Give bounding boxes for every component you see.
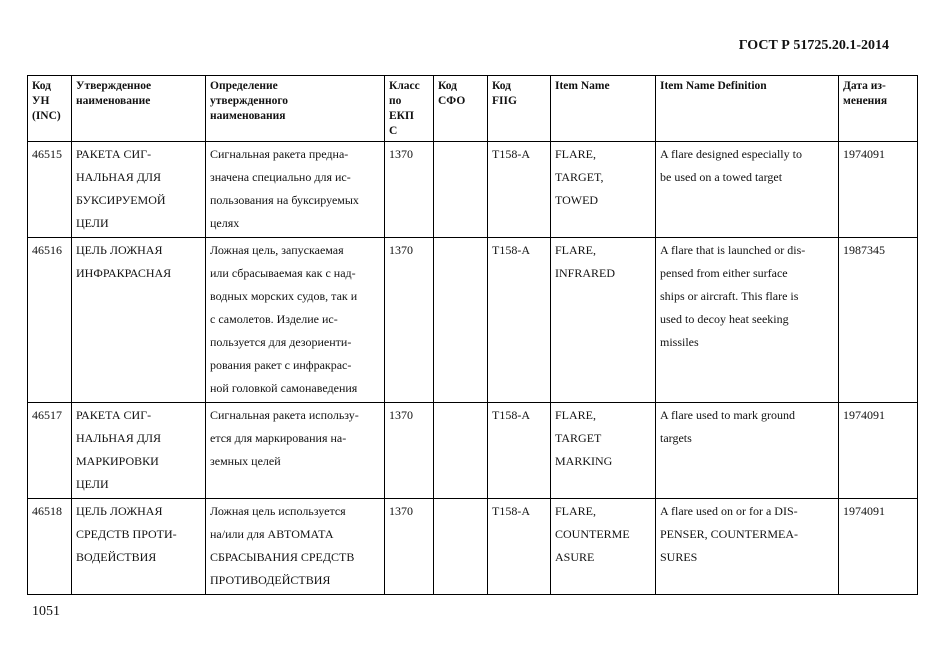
cell-change-date: 1974091 bbox=[839, 499, 918, 595]
header-label-line: Код bbox=[492, 80, 512, 92]
table-row bbox=[28, 238, 918, 403]
cell-text-line: A flare that is launched or dis- bbox=[660, 243, 806, 257]
cell-text-line: TOWED bbox=[555, 193, 599, 207]
cell-text-line: A flare designed especially to bbox=[660, 147, 802, 161]
cell-approved-name bbox=[72, 142, 206, 238]
cell-text-line: ASURE bbox=[555, 550, 595, 564]
header-row bbox=[28, 76, 918, 142]
header-label-line: Item Name bbox=[555, 80, 610, 92]
cell-fiig: T158-A bbox=[488, 142, 551, 238]
cell-change-date: 1974091 bbox=[839, 403, 918, 499]
cell-text-line: ships or aircraft. This flare is bbox=[660, 289, 799, 303]
cell-text-line: FLARE, bbox=[555, 408, 597, 422]
header-label-line: Код bbox=[438, 80, 458, 92]
table-body bbox=[28, 142, 918, 595]
cell-text-line: БУКСИРУЕМОЙ bbox=[76, 193, 166, 207]
cell-sfo bbox=[434, 499, 488, 595]
cell-text-line: ВОДЕЙСТВИЯ bbox=[76, 550, 157, 564]
cell-text-line: ется для маркирования на- bbox=[210, 431, 347, 445]
cell-text-line: пользуется для дезориенти- bbox=[210, 335, 352, 349]
cell-text-line: pensed from either surface bbox=[660, 266, 788, 280]
cell-text-line: СБРАСЫВАНИЯ СРЕДСТВ bbox=[210, 550, 355, 564]
cell-text-line: FLARE, bbox=[555, 147, 597, 161]
cell-text-line: PENSER, COUNTERMEA- bbox=[660, 527, 799, 541]
header-label-line: утвержденного bbox=[210, 95, 289, 107]
cell-text-line: FLARE, bbox=[555, 504, 597, 518]
cell-definition bbox=[206, 403, 385, 499]
header-label-line: Класс bbox=[389, 80, 420, 92]
header-label-line: Item Name Definition bbox=[660, 80, 767, 92]
cell-class: 1370 bbox=[385, 238, 434, 403]
cell-text-line: ЦЕЛЬ ЛОЖНАЯ bbox=[76, 504, 163, 518]
cell-text-line: MARKING bbox=[555, 454, 613, 468]
col-approved-name bbox=[72, 76, 206, 142]
header-label-line: ЕКП bbox=[389, 110, 414, 122]
table-row bbox=[28, 142, 918, 238]
cell-text-line: РАКЕТА СИГ- bbox=[76, 147, 152, 161]
standard-designation: ГОСТ Р 51725.20.1-2014 bbox=[738, 38, 889, 53]
col-change-date bbox=[839, 76, 918, 142]
cell-approved-name bbox=[72, 403, 206, 499]
col-definition bbox=[206, 76, 385, 142]
cell-text-line: НАЛЬНАЯ ДЛЯ bbox=[76, 431, 162, 445]
header-label-line: С bbox=[389, 125, 398, 137]
col-class bbox=[385, 76, 434, 142]
cell-text-line: used to decoy heat seeking bbox=[660, 312, 789, 326]
cell-text-line: МАРКИРОВКИ bbox=[76, 454, 159, 468]
cell-text-line: значена специально для ис- bbox=[210, 170, 351, 184]
col-fiig bbox=[488, 76, 551, 142]
cell-class: 1370 bbox=[385, 142, 434, 238]
cell-approved-name bbox=[72, 499, 206, 595]
cell-class: 1370 bbox=[385, 403, 434, 499]
cell-change-date: 1987345 bbox=[839, 238, 918, 403]
cell-item-name bbox=[551, 499, 656, 595]
cell-item-name bbox=[551, 403, 656, 499]
cell-code: 46516 bbox=[28, 238, 72, 403]
header-label-line: менения bbox=[843, 95, 888, 107]
cell-text-line: ЦЕЛИ bbox=[76, 216, 109, 230]
cell-text-line: ИНФРАКРАСНАЯ bbox=[76, 266, 172, 280]
header-label-line: FIIG bbox=[492, 95, 517, 107]
cell-text-line: ной головкой самонаведения bbox=[210, 381, 358, 395]
header-label-line: по bbox=[389, 95, 402, 107]
cell-text-line: INFRARED bbox=[555, 266, 616, 280]
header-label-line: наименования bbox=[210, 110, 286, 122]
cell-definition bbox=[206, 238, 385, 403]
cell-item-definition bbox=[656, 238, 839, 403]
col-item-name bbox=[551, 76, 656, 142]
cell-text-line: missiles bbox=[660, 335, 699, 349]
cell-sfo bbox=[434, 142, 488, 238]
cell-text-line: или сбрасываемая как с над- bbox=[210, 266, 356, 280]
cell-fiig: T158-A bbox=[488, 403, 551, 499]
page-number: 1051 bbox=[32, 604, 60, 619]
cell-code: 46518 bbox=[28, 499, 72, 595]
table-row bbox=[28, 499, 918, 595]
cell-text-line: рования ракет с инфракрас- bbox=[210, 358, 352, 372]
cell-class: 1370 bbox=[385, 499, 434, 595]
cell-item-definition bbox=[656, 403, 839, 499]
col-sfo bbox=[434, 76, 488, 142]
cell-code: 46515 bbox=[28, 142, 72, 238]
cell-definition bbox=[206, 499, 385, 595]
cell-text-line: ПРОТИВОДЕЙСТВИЯ bbox=[210, 573, 331, 587]
cell-text-line: Ложная цель, запускаемая bbox=[210, 243, 344, 257]
cell-text-line: A flare used on or for a DIS- bbox=[660, 504, 798, 518]
cell-item-name bbox=[551, 142, 656, 238]
cell-text-line: TARGET, bbox=[555, 170, 604, 184]
cell-text-line: SURES bbox=[660, 550, 698, 564]
cell-approved-name bbox=[72, 238, 206, 403]
cell-text-line: TARGET bbox=[555, 431, 602, 445]
header-label-line: Утвержденное bbox=[76, 80, 152, 92]
header-label-line: наименование bbox=[76, 95, 151, 107]
header-label-line: (INC) bbox=[32, 110, 61, 122]
header-label-line: Определение bbox=[210, 80, 278, 92]
cell-text-line: РАКЕТА СИГ- bbox=[76, 408, 152, 422]
cell-item-definition bbox=[656, 499, 839, 595]
cell-fiig: T158-A bbox=[488, 238, 551, 403]
cell-text-line: пользования на буксируемых bbox=[210, 193, 359, 207]
cell-text-line: ЦЕЛИ bbox=[76, 477, 109, 491]
cell-change-date: 1974091 bbox=[839, 142, 918, 238]
cell-text-line: с самолетов. Изделие ис- bbox=[210, 312, 338, 326]
col-item-definition bbox=[656, 76, 839, 142]
cell-text-line: targets bbox=[660, 431, 692, 445]
cell-text-line: СРЕДСТВ ПРОТИ- bbox=[76, 527, 177, 541]
cell-text-line: Ложная цель используется bbox=[210, 504, 346, 518]
cell-text-line: ЦЕЛЬ ЛОЖНАЯ bbox=[76, 243, 163, 257]
cell-text-line: Сигнальная ракета предна- bbox=[210, 147, 349, 161]
header-label-line: УН bbox=[32, 95, 50, 107]
cell-sfo bbox=[434, 403, 488, 499]
catalog-table bbox=[27, 75, 918, 595]
header-label-line: Код bbox=[32, 80, 52, 92]
cell-text-line: земных целей bbox=[210, 454, 281, 468]
cell-item-name bbox=[551, 238, 656, 403]
cell-text-line: на/или для АВТОМАТА bbox=[210, 527, 334, 541]
cell-text-line: водных морских судов, так и bbox=[210, 289, 358, 303]
cell-fiig: T158-A bbox=[488, 499, 551, 595]
cell-item-definition bbox=[656, 142, 839, 238]
header-label-line: Дата из- bbox=[843, 80, 886, 92]
cell-sfo bbox=[434, 238, 488, 403]
cell-text-line: A flare used to mark ground bbox=[660, 408, 795, 422]
header-label-line: СФО bbox=[438, 95, 466, 107]
cell-code: 46517 bbox=[28, 403, 72, 499]
col-code-inc bbox=[28, 76, 72, 142]
cell-text-line: FLARE, bbox=[555, 243, 597, 257]
cell-definition bbox=[206, 142, 385, 238]
cell-text-line: Сигнальная ракета использу- bbox=[210, 408, 359, 422]
cell-text-line: НАЛЬНАЯ ДЛЯ bbox=[76, 170, 162, 184]
cell-text-line: COUNTERME bbox=[555, 527, 630, 541]
cell-text-line: целях bbox=[210, 216, 240, 230]
table-row bbox=[28, 403, 918, 499]
cell-text-line: be used on a towed target bbox=[660, 170, 783, 184]
